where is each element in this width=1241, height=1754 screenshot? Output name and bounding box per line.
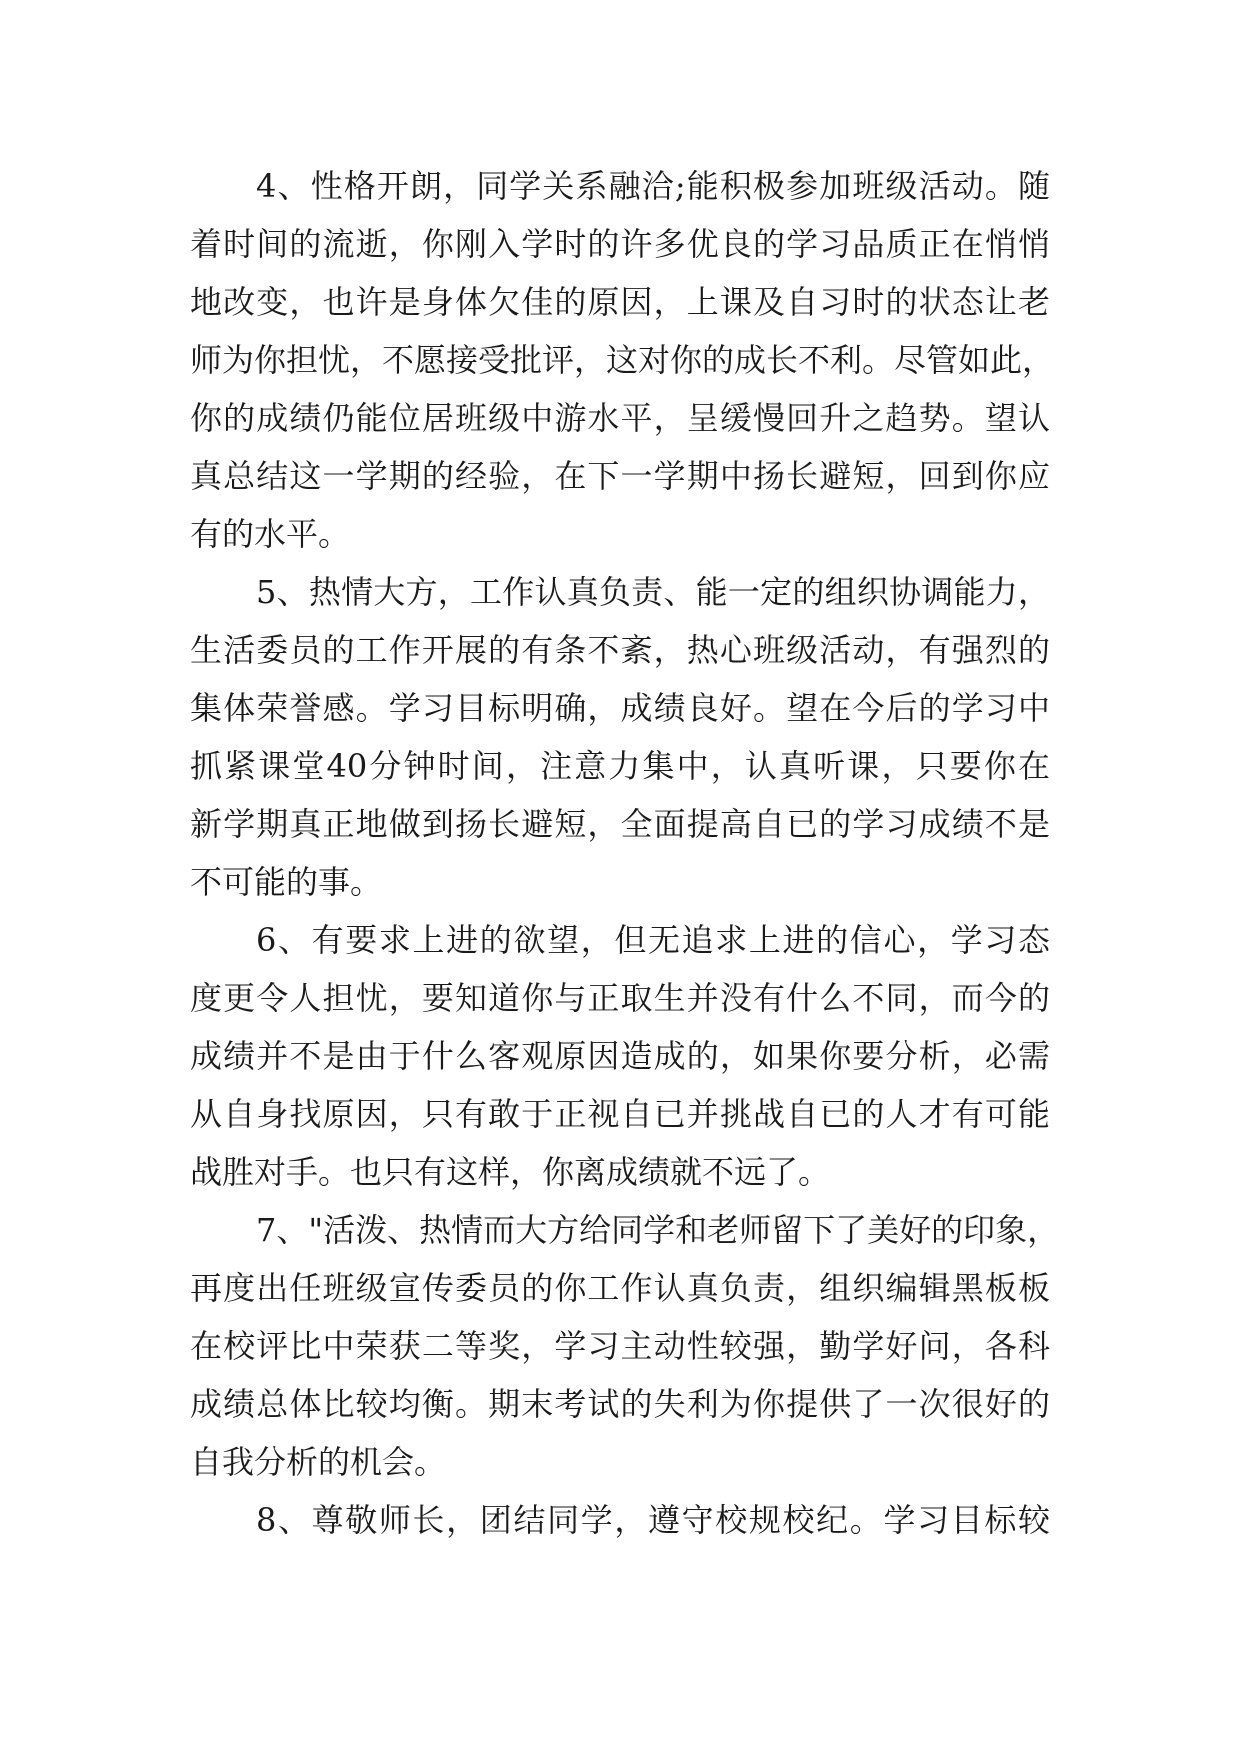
text-line: 你的成绩仍能位居班级中游水平，呈缓慢回升之趋势。望认 xyxy=(190,399,1050,437)
text-line: 生活委员的工作开展的有条不紊，热心班级活动，有强烈的 xyxy=(190,631,1050,669)
text-line: 成绩总体比较均衡。期末考试的失利为你提供了一次很好的 xyxy=(190,1385,1050,1423)
text-line: 自我分析的机会。 xyxy=(190,1443,447,1481)
text-line: 新学期真正地做到扬长避短，全面提高自已的学习成绩不是 xyxy=(190,805,1050,843)
text-line: 再度出任班级宣传委员的你工作认真负责，组织编辑黑板板 xyxy=(190,1269,1050,1307)
text-line: 师为你担忧，不愿接受批评，这对你的成长不利。尽管如此， xyxy=(190,341,1055,379)
text-line: 8、尊敬师长，团结同学，遵守校规校纪。学习目标较 xyxy=(256,1501,1050,1539)
text-line: 度更令人担忧，要知道你与正取生并没有什么不同，而今的 xyxy=(190,979,1050,1017)
text-line: 抓紧课堂40分钟时间，注意力集中，认真听课，只要你在 xyxy=(190,747,1050,785)
text-line: 从自身找原因，只有敢于正视自已并挑战自已的人才有可能 xyxy=(190,1095,1050,1133)
text-line: 6、有要求上进的欲望，但无追求上进的信心，学习态 xyxy=(256,921,1050,959)
text-line: 着时间的流逝，你刚入学时的许多优良的学习品质正在悄悄 xyxy=(190,225,1050,263)
text-line: 真总结这一学期的经验，在下一学期中扬长避短，回到你应 xyxy=(190,457,1050,495)
text-line: 在校评比中荣获二等奖，学习主动性较强，勤学好问，各科 xyxy=(190,1327,1050,1365)
text-line: 战胜对手。也只有这样，你离成绩就不远了。 xyxy=(190,1153,831,1191)
text-line: 4、性格开朗，同学关系融洽;能积极参加班级活动。随 xyxy=(256,167,1050,205)
text-line: 有的水平。 xyxy=(190,515,351,553)
text-line: 不可能的事。 xyxy=(190,863,383,901)
text-line: 5、热情大方，工作认真负责、能一定的组织协调能力， xyxy=(256,573,1050,611)
text-line: 7、"活泼、热情而大方给同学和老师留下了美好的印象， xyxy=(256,1211,1060,1249)
text-line: 成绩并不是由于什么客观原因造成的，如果你要分析，必需 xyxy=(190,1037,1050,1075)
text-line: 地改变，也许是身体欠佳的原因，上课及自习时的状态让老 xyxy=(190,283,1050,321)
text-line: 集体荣誉感。学习目标明确，成绩良好。望在今后的学习中 xyxy=(190,689,1050,727)
